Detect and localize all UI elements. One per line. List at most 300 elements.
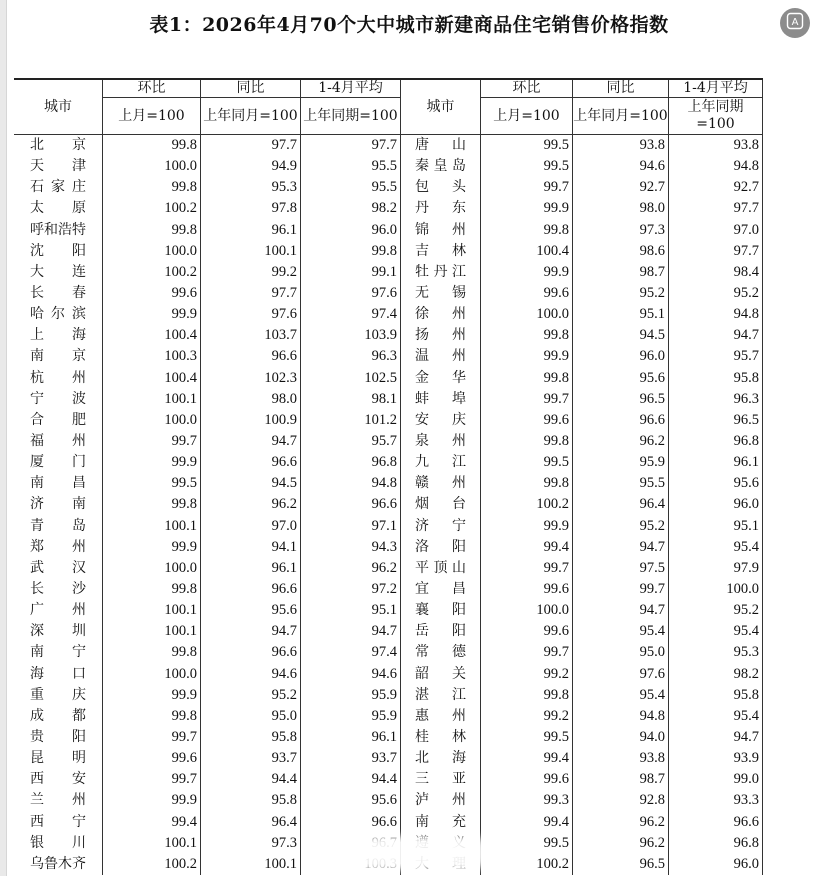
table-row [14, 516, 763, 537]
right-avg-cell: 94.7 [669, 325, 763, 346]
right-avg-cell: 96.8 [669, 431, 763, 452]
left-yoy-cell: 95.0 [201, 706, 301, 727]
left-city-cell: 石家庄 [14, 177, 103, 198]
right-city-cell: 徐州 [401, 304, 481, 325]
table-row [14, 431, 763, 452]
right-yoy-cell: 95.5 [573, 473, 669, 494]
left-city-cell: 成都 [14, 706, 103, 727]
header-avg-right: 1-4月平均 [669, 79, 763, 98]
left-city-cell: 青岛 [14, 516, 103, 537]
right-mom-cell: 99.6 [481, 410, 573, 431]
right-yoy-cell: 95.9 [573, 452, 669, 473]
left-city-cell: 济南 [14, 494, 103, 515]
left-avg-cell: 97.6 [301, 283, 401, 304]
table-row [14, 410, 763, 431]
right-city-cell: 泸州 [401, 790, 481, 811]
table-row [14, 241, 763, 262]
left-mom-cell: 100.0 [103, 558, 201, 579]
left-mom-cell: 100.4 [103, 325, 201, 346]
right-mom-cell: 99.9 [481, 198, 573, 219]
left-yoy-cell: 95.2 [201, 685, 301, 706]
left-mom-cell: 99.9 [103, 537, 201, 558]
right-yoy-cell: 96.6 [573, 410, 669, 431]
right-mom-cell: 99.9 [481, 262, 573, 283]
right-city-cell: 丹东 [401, 198, 481, 219]
left-yoy-cell: 94.6 [201, 664, 301, 685]
left-city-cell: 合肥 [14, 410, 103, 431]
header-yoy-right: 同比 [573, 79, 669, 98]
left-city-cell: 乌鲁木齐 [14, 854, 103, 875]
header-avg-base-right: 上年同期=100 [669, 98, 763, 135]
right-avg-cell: 96.3 [669, 389, 763, 410]
left-mom-cell: 99.9 [103, 304, 201, 325]
right-avg-cell: 95.3 [669, 642, 763, 663]
left-yoy-cell: 94.5 [201, 473, 301, 494]
right-city-cell: 安庆 [401, 410, 481, 431]
right-avg-cell: 94.8 [669, 156, 763, 177]
right-city-cell: 岳阳 [401, 621, 481, 642]
left-city-cell: 厦门 [14, 452, 103, 473]
left-city-cell: 长沙 [14, 579, 103, 600]
right-mom-cell: 99.9 [481, 346, 573, 367]
right-avg-cell: 96.5 [669, 410, 763, 431]
right-avg-cell: 94.7 [669, 727, 763, 748]
table-row [14, 706, 763, 727]
left-avg-cell: 101.2 [301, 410, 401, 431]
right-avg-cell: 95.4 [669, 621, 763, 642]
left-city-cell: 哈尔滨 [14, 304, 103, 325]
left-mom-cell: 100.2 [103, 262, 201, 283]
left-yoy-cell: 100.9 [201, 410, 301, 431]
right-yoy-cell: 98.6 [573, 241, 669, 262]
right-yoy-cell: 94.5 [573, 325, 669, 346]
left-mom-cell: 99.7 [103, 431, 201, 452]
left-avg-cell: 97.7 [301, 135, 401, 157]
right-mom-cell: 99.8 [481, 473, 573, 494]
viewer-left-edge [0, 0, 7, 876]
right-yoy-cell: 92.8 [573, 790, 669, 811]
table-row [14, 790, 763, 811]
right-yoy-cell: 96.2 [573, 833, 669, 854]
left-yoy-cell: 97.0 [201, 516, 301, 537]
right-avg-cell: 99.0 [669, 769, 763, 790]
left-yoy-cell: 95.6 [201, 600, 301, 621]
header-yoy-base-right: 上年同月=100 [573, 98, 669, 135]
right-mom-cell: 99.4 [481, 812, 573, 833]
right-city-cell: 赣州 [401, 473, 481, 494]
right-yoy-cell: 94.6 [573, 156, 669, 177]
left-yoy-cell: 100.1 [201, 854, 301, 875]
left-city-cell: 长春 [14, 283, 103, 304]
right-avg-cell: 96.6 [669, 812, 763, 833]
left-city-cell: 武汉 [14, 558, 103, 579]
right-yoy-cell: 95.4 [573, 685, 669, 706]
left-avg-cell: 93.7 [301, 748, 401, 769]
right-mom-cell: 100.4 [481, 241, 573, 262]
right-mom-cell: 100.0 [481, 304, 573, 325]
left-yoy-cell: 94.7 [201, 621, 301, 642]
right-avg-cell: 96.1 [669, 452, 763, 473]
right-yoy-cell: 95.2 [573, 516, 669, 537]
translate-button[interactable] [780, 8, 810, 38]
left-city-cell: 杭州 [14, 368, 103, 389]
left-yoy-cell: 95.8 [201, 727, 301, 748]
right-yoy-cell: 96.4 [573, 494, 669, 515]
left-city-cell: 西安 [14, 769, 103, 790]
left-avg-cell: 95.7 [301, 431, 401, 452]
right-mom-cell: 99.6 [481, 283, 573, 304]
table-row [14, 473, 763, 494]
left-yoy-cell: 95.8 [201, 790, 301, 811]
table-row [14, 537, 763, 558]
left-mom-cell: 99.6 [103, 748, 201, 769]
left-yoy-cell: 94.7 [201, 431, 301, 452]
right-city-cell: 韶关 [401, 664, 481, 685]
left-mom-cell: 100.0 [103, 410, 201, 431]
table-row [14, 812, 763, 833]
right-avg-cell: 95.8 [669, 368, 763, 389]
table-row [14, 494, 763, 515]
left-avg-cell: 95.5 [301, 156, 401, 177]
left-mom-cell: 99.6 [103, 283, 201, 304]
right-mom-cell: 99.2 [481, 706, 573, 727]
left-mom-cell: 100.0 [103, 156, 201, 177]
right-mom-cell: 99.5 [481, 135, 573, 157]
left-yoy-cell: 96.6 [201, 346, 301, 367]
left-mom-cell: 100.2 [103, 198, 201, 219]
right-city-cell: 吉林 [401, 241, 481, 262]
left-mom-cell: 100.1 [103, 833, 201, 854]
left-avg-cell: 95.1 [301, 600, 401, 621]
left-avg-cell: 97.2 [301, 579, 401, 600]
left-mom-cell: 99.7 [103, 769, 201, 790]
right-city-cell: 九江 [401, 452, 481, 473]
right-city-cell: 包头 [401, 177, 481, 198]
right-yoy-cell: 98.7 [573, 769, 669, 790]
left-yoy-cell: 100.1 [201, 241, 301, 262]
left-mom-cell: 99.7 [103, 727, 201, 748]
blurred-watermark-overlay [340, 842, 480, 864]
right-yoy-cell: 98.0 [573, 198, 669, 219]
left-city-cell: 兰州 [14, 790, 103, 811]
table-row [14, 262, 763, 283]
right-city-cell: 温州 [401, 346, 481, 367]
right-city-cell: 济宁 [401, 516, 481, 537]
right-yoy-cell: 93.8 [573, 748, 669, 769]
right-yoy-cell: 95.1 [573, 304, 669, 325]
right-city-cell: 烟台 [401, 494, 481, 515]
left-avg-cell: 97.4 [301, 642, 401, 663]
right-yoy-cell: 94.7 [573, 600, 669, 621]
left-avg-cell: 96.8 [301, 452, 401, 473]
left-avg-cell: 95.9 [301, 685, 401, 706]
right-mom-cell: 99.5 [481, 156, 573, 177]
right-yoy-cell: 96.5 [573, 854, 669, 875]
right-city-cell: 唐山 [401, 135, 481, 157]
left-yoy-cell: 103.7 [201, 325, 301, 346]
left-mom-cell: 100.1 [103, 621, 201, 642]
right-city-cell: 平顶山 [401, 558, 481, 579]
right-yoy-cell: 94.8 [573, 706, 669, 727]
right-city-cell: 无锡 [401, 283, 481, 304]
right-yoy-cell: 98.7 [573, 262, 669, 283]
right-yoy-cell: 92.7 [573, 177, 669, 198]
right-city-cell: 洛阳 [401, 537, 481, 558]
left-city-cell: 银川 [14, 833, 103, 854]
right-avg-cell: 96.8 [669, 833, 763, 854]
header-avg-left: 1-4月平均 [301, 79, 401, 98]
table-row [14, 368, 763, 389]
right-avg-cell: 96.0 [669, 854, 763, 875]
right-mom-cell: 100.0 [481, 600, 573, 621]
left-city-cell: 深圳 [14, 621, 103, 642]
left-yoy-cell: 99.2 [201, 262, 301, 283]
right-mom-cell: 99.2 [481, 664, 573, 685]
left-mom-cell: 99.8 [103, 642, 201, 663]
price-index-table [14, 78, 763, 875]
right-mom-cell: 99.7 [481, 177, 573, 198]
right-mom-cell: 99.5 [481, 452, 573, 473]
left-city-cell: 重庆 [14, 685, 103, 706]
left-avg-cell: 96.2 [301, 558, 401, 579]
table-row [14, 135, 763, 157]
right-yoy-cell: 94.7 [573, 537, 669, 558]
table-row [14, 283, 763, 304]
left-city-cell: 福州 [14, 431, 103, 452]
left-avg-cell: 99.8 [301, 241, 401, 262]
right-mom-cell: 99.7 [481, 642, 573, 663]
right-avg-cell: 92.7 [669, 177, 763, 198]
right-avg-cell: 95.8 [669, 685, 763, 706]
header-city-right: 城市 [401, 79, 481, 135]
right-yoy-cell: 94.0 [573, 727, 669, 748]
left-mom-cell: 99.9 [103, 790, 201, 811]
left-yoy-cell: 97.6 [201, 304, 301, 325]
right-yoy-cell: 95.6 [573, 368, 669, 389]
left-city-cell: 大连 [14, 262, 103, 283]
right-city-cell: 三亚 [401, 769, 481, 790]
header-avg-base-left: 上年同期=100 [301, 98, 401, 135]
left-mom-cell: 100.2 [103, 854, 201, 875]
right-yoy-cell: 96.5 [573, 389, 669, 410]
left-yoy-cell: 96.6 [201, 642, 301, 663]
left-yoy-cell: 97.3 [201, 833, 301, 854]
right-avg-cell: 95.7 [669, 346, 763, 367]
right-mom-cell: 99.7 [481, 389, 573, 410]
right-mom-cell: 99.8 [481, 685, 573, 706]
left-mom-cell: 100.3 [103, 346, 201, 367]
left-avg-cell: 95.6 [301, 790, 401, 811]
left-city-cell: 广州 [14, 600, 103, 621]
right-yoy-cell: 96.2 [573, 431, 669, 452]
left-yoy-cell: 96.2 [201, 494, 301, 515]
right-yoy-cell: 95.4 [573, 621, 669, 642]
header-mom-right: 环比 [481, 79, 573, 98]
table-row [14, 346, 763, 367]
left-avg-cell: 95.5 [301, 177, 401, 198]
left-yoy-cell: 96.4 [201, 812, 301, 833]
left-mom-cell: 100.4 [103, 368, 201, 389]
left-avg-cell: 102.5 [301, 368, 401, 389]
left-city-cell: 宁波 [14, 389, 103, 410]
right-avg-cell: 95.6 [669, 473, 763, 494]
table-row [14, 220, 763, 241]
table-row [14, 727, 763, 748]
left-avg-cell: 94.4 [301, 769, 401, 790]
left-avg-cell: 96.1 [301, 727, 401, 748]
right-avg-cell: 95.4 [669, 537, 763, 558]
left-city-cell: 沈阳 [14, 241, 103, 262]
right-city-cell: 湛江 [401, 685, 481, 706]
left-city-cell: 上海 [14, 325, 103, 346]
right-avg-cell: 93.3 [669, 790, 763, 811]
left-mom-cell: 99.9 [103, 452, 201, 473]
left-avg-cell: 97.1 [301, 516, 401, 537]
right-city-cell: 秦皇岛 [401, 156, 481, 177]
right-yoy-cell: 96.2 [573, 812, 669, 833]
left-city-cell: 天津 [14, 156, 103, 177]
table-row [14, 558, 763, 579]
left-yoy-cell: 97.8 [201, 198, 301, 219]
right-yoy-cell: 99.7 [573, 579, 669, 600]
left-avg-cell: 94.7 [301, 621, 401, 642]
right-mom-cell: 99.8 [481, 220, 573, 241]
left-city-cell: 贵阳 [14, 727, 103, 748]
table-row [14, 621, 763, 642]
left-avg-cell: 94.6 [301, 664, 401, 685]
right-mom-cell: 99.6 [481, 769, 573, 790]
table-row [14, 600, 763, 621]
header-yoy-left: 同比 [201, 79, 301, 98]
left-yoy-cell: 94.1 [201, 537, 301, 558]
left-yoy-cell: 102.3 [201, 368, 301, 389]
left-mom-cell: 100.0 [103, 241, 201, 262]
right-mom-cell: 99.3 [481, 790, 573, 811]
right-mom-cell: 99.6 [481, 621, 573, 642]
right-avg-cell: 98.2 [669, 664, 763, 685]
right-avg-cell: 97.0 [669, 220, 763, 241]
left-mom-cell: 99.8 [103, 494, 201, 515]
right-city-cell: 北海 [401, 748, 481, 769]
left-mom-cell: 99.4 [103, 812, 201, 833]
header-mom-base-left: 上月=100 [103, 98, 201, 135]
left-yoy-cell: 95.3 [201, 177, 301, 198]
right-yoy-cell: 97.5 [573, 558, 669, 579]
table-row [14, 389, 763, 410]
right-avg-cell: 93.9 [669, 748, 763, 769]
table-body [14, 135, 763, 875]
left-city-cell: 南京 [14, 346, 103, 367]
header-city-left: 城市 [14, 79, 103, 135]
header-mom-base-right: 上月=100 [481, 98, 573, 135]
left-yoy-cell: 97.7 [201, 135, 301, 157]
table-row [14, 664, 763, 685]
left-mom-cell: 99.8 [103, 177, 201, 198]
right-mom-cell: 100.2 [481, 854, 573, 875]
left-avg-cell: 96.6 [301, 494, 401, 515]
left-mom-cell: 99.8 [103, 579, 201, 600]
table-row [14, 685, 763, 706]
right-yoy-cell: 93.8 [573, 135, 669, 157]
table-row [14, 177, 763, 198]
left-city-cell: 海口 [14, 664, 103, 685]
left-yoy-cell: 96.1 [201, 220, 301, 241]
left-avg-cell: 97.4 [301, 304, 401, 325]
left-mom-cell: 100.0 [103, 664, 201, 685]
left-yoy-cell: 94.9 [201, 156, 301, 177]
table-row [14, 642, 763, 663]
left-yoy-cell: 94.4 [201, 769, 301, 790]
left-city-cell: 南宁 [14, 642, 103, 663]
left-mom-cell: 100.1 [103, 600, 201, 621]
right-city-cell: 惠州 [401, 706, 481, 727]
right-city-cell: 宜昌 [401, 579, 481, 600]
header-mom-left: 环比 [103, 79, 201, 98]
table-row [14, 304, 763, 325]
right-city-cell: 牡丹江 [401, 262, 481, 283]
left-avg-cell: 94.3 [301, 537, 401, 558]
right-mom-cell: 99.4 [481, 748, 573, 769]
right-avg-cell: 96.0 [669, 494, 763, 515]
header-yoy-base-left: 上年同月=100 [201, 98, 301, 135]
right-yoy-cell: 97.3 [573, 220, 669, 241]
right-avg-cell: 95.2 [669, 600, 763, 621]
left-avg-cell: 98.1 [301, 389, 401, 410]
left-yoy-cell: 96.6 [201, 452, 301, 473]
left-avg-cell: 96.3 [301, 346, 401, 367]
table-header [14, 79, 763, 135]
left-avg-cell: 96.6 [301, 812, 401, 833]
right-mom-cell: 99.5 [481, 833, 573, 854]
right-city-cell: 南充 [401, 812, 481, 833]
left-avg-cell: 94.8 [301, 473, 401, 494]
left-mom-cell: 100.1 [103, 389, 201, 410]
left-avg-cell: 95.9 [301, 706, 401, 727]
right-city-cell: 锦州 [401, 220, 481, 241]
right-city-cell: 蚌埠 [401, 389, 481, 410]
right-yoy-cell: 95.0 [573, 642, 669, 663]
right-avg-cell: 100.0 [669, 579, 763, 600]
right-city-cell: 襄阳 [401, 600, 481, 621]
right-avg-cell: 94.8 [669, 304, 763, 325]
left-city-cell: 昆明 [14, 748, 103, 769]
table-row [14, 748, 763, 769]
right-city-cell: 桂林 [401, 727, 481, 748]
left-mom-cell: 99.8 [103, 706, 201, 727]
right-avg-cell: 97.7 [669, 241, 763, 262]
right-mom-cell: 99.9 [481, 516, 573, 537]
left-avg-cell: 96.0 [301, 220, 401, 241]
left-city-cell: 西宁 [14, 812, 103, 833]
left-yoy-cell: 93.7 [201, 748, 301, 769]
right-mom-cell: 99.8 [481, 431, 573, 452]
table-row [14, 325, 763, 346]
svg-text:A: A [791, 17, 799, 28]
table-row [14, 579, 763, 600]
right-mom-cell: 99.8 [481, 325, 573, 346]
left-yoy-cell: 96.6 [201, 579, 301, 600]
right-city-cell: 常德 [401, 642, 481, 663]
left-mom-cell: 100.1 [103, 516, 201, 537]
left-mom-cell: 99.8 [103, 135, 201, 157]
table-row [14, 452, 763, 473]
left-city-cell: 北京 [14, 135, 103, 157]
right-avg-cell: 95.4 [669, 706, 763, 727]
right-avg-cell: 97.9 [669, 558, 763, 579]
left-avg-cell: 98.2 [301, 198, 401, 219]
right-mom-cell: 100.2 [481, 494, 573, 515]
table-row [14, 769, 763, 790]
